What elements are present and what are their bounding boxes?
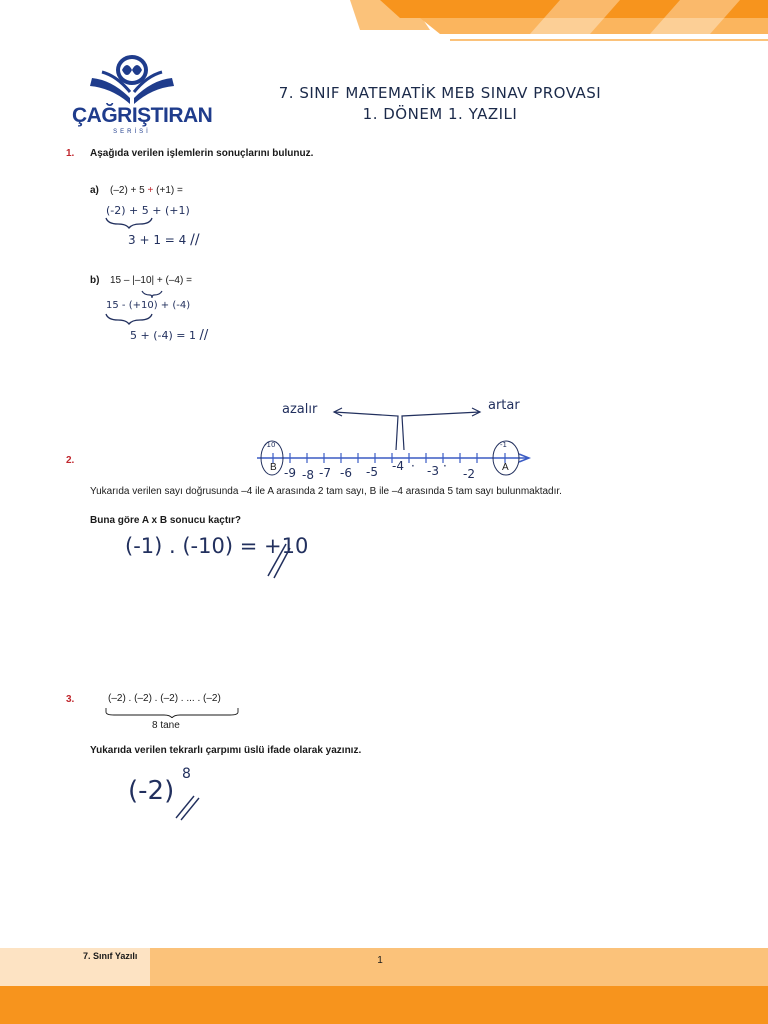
q1a-handwriting-step2: 3 + 1 = 4 // <box>128 232 200 248</box>
q2-handwriting-answer: (-1) . (-10) = +10 <box>125 534 309 558</box>
circle-b-value: -10 <box>264 441 276 449</box>
point-b-label: B <box>270 462 277 473</box>
q3-number: 3. <box>66 694 75 705</box>
q1a-brace <box>104 216 154 230</box>
q2-number: 2. <box>66 455 75 466</box>
q1b-label: b) <box>90 275 100 286</box>
page-title-line2: 1. DÖNEM 1. YAZILI <box>362 105 518 123</box>
header-decoration <box>0 0 768 50</box>
brain-book-icon <box>72 50 192 106</box>
q3-count: 8 tane <box>152 720 180 731</box>
tick-label: -6 <box>340 466 352 480</box>
q3-expression: (–2) . (–2) . (–2) . ... . (–2) <box>108 693 221 704</box>
point-a-label: A <box>502 462 509 473</box>
tick-label: -8 <box>302 468 314 482</box>
tick-label: -2 <box>463 467 475 481</box>
tick-label: -3 <box>427 464 439 478</box>
page-title-line1: 7. SINIF MATEMATİK MEB SINAV PROVASI <box>278 84 602 102</box>
q1-number: 1. <box>66 148 75 159</box>
q1b-small-brace <box>140 290 164 300</box>
q3-question: Yukarıda verilen tekrarlı çarpımı üslü ifade olarak yazınız. <box>90 745 362 756</box>
tick-label: · <box>443 459 447 473</box>
logo-subtitle: SERİSİ <box>113 129 151 135</box>
tick-label: -9 <box>284 466 296 480</box>
q2-handwriting-decreases: azalır <box>282 402 318 417</box>
q1b-handwriting-step2: 5 + (-4) = 1 // <box>130 328 209 343</box>
q3-answer-marks <box>172 792 202 822</box>
q1b-handwriting-step1: 15 - (+10) + (-4) <box>106 300 191 311</box>
page-number: 1 <box>377 955 383 966</box>
q1a-handwriting-step1: (-2) + 5 + (+1) <box>106 204 190 217</box>
q2-description: Yukarıda verilen sayı doğrusunda –4 ile A arasında 2 tam sayı, B ile –4 arasında 5 tam sayı bulunmaktadır. <box>90 486 562 497</box>
q2-handwriting-increases: artar <box>488 398 520 413</box>
q3-brace <box>104 706 240 718</box>
tick-label: -7 <box>319 466 331 480</box>
q1a-expression: (–2) + 5 + (+1) = <box>110 185 183 196</box>
q3-handwriting-exponent: 8 <box>182 766 191 782</box>
q3-handwriting-base: (-2) <box>128 776 175 806</box>
q1a-label: a) <box>90 185 99 196</box>
logo-name: ÇAĞRIŞTIRAN <box>72 104 213 127</box>
q1b-expression: 15 – |–10| + (–4) = <box>110 275 192 286</box>
circle-a-value: -1 <box>500 441 507 449</box>
tick-label: -4 <box>392 459 404 473</box>
q2-answer-marks <box>264 540 292 580</box>
q1b-brace <box>104 312 154 326</box>
logo <box>72 50 213 142</box>
q1-instruction: Aşağıda verilen işlemlerin sonuçlarını bulunuz. <box>90 148 314 159</box>
q2-question: Buna göre A x B sonucu kaçtır? <box>90 515 241 526</box>
footer-label: 7. Sınıf Yazılı <box>83 951 138 961</box>
tick-label: · <box>411 459 415 473</box>
tick-label: -5 <box>366 465 378 479</box>
